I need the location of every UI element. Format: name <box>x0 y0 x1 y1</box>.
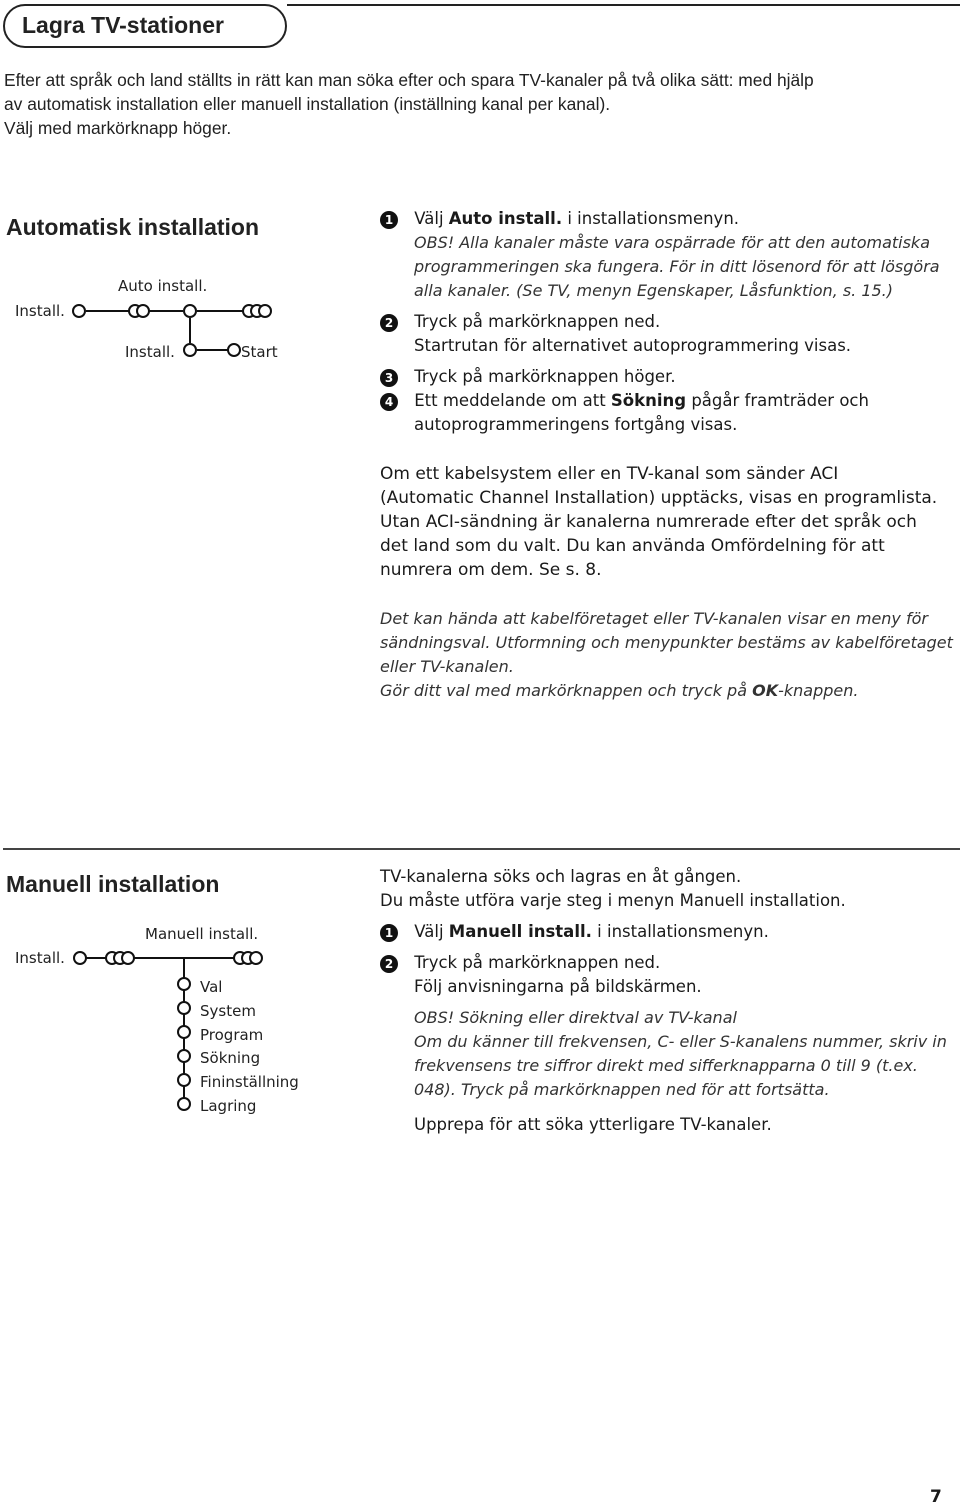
ok-key-label: OK <box>752 681 779 700</box>
manual-obs-line: 048). Tryck på markörknappen ned för att fortsätta. <box>414 1080 830 1099</box>
auto-install-heading: Automatisk installation <box>6 214 260 240</box>
step-number-2: 2 <box>380 314 398 332</box>
auto-diagram-install-label: Install. <box>15 302 65 320</box>
manual-obs-line: frekvensens tre siffror direkt med sifferknapparna 0 till 9 (t.ex. <box>414 1056 918 1075</box>
step-number-1: 1 <box>380 924 398 942</box>
auto-step-3 <box>380 365 960 389</box>
auto-step-2 <box>380 310 960 334</box>
manual-step-1-text: Välj <box>414 922 449 941</box>
auto-steps <box>380 207 960 437</box>
manual-step-2-line2: Följ anvisningarna på bildskärmen. <box>414 977 702 996</box>
manual-intro-line: Du måste utföra varje steg i menyn Manuell installation. <box>380 891 846 910</box>
manual-intro-line: TV-kanalerna söks och lagras en åt gången. <box>380 867 742 886</box>
auto-diagram-sub-install-label: Install. <box>125 343 175 361</box>
auto-obs-note <box>380 231 960 303</box>
aci-line: Om ett kabelsystem eller en TV-kanal som sänder ACI <box>380 464 839 484</box>
auto-diagram-start-label: Start <box>241 343 278 361</box>
cable-note <box>380 607 960 703</box>
auto-step-4-line2: autoprogrammeringens fortgång visas. <box>414 415 738 434</box>
step-number-2: 2 <box>380 955 398 973</box>
aci-line: det land som du valt. Du kan använda Omfördelning för att <box>380 536 885 556</box>
ok-line-text-post: -knappen. <box>778 681 859 700</box>
intro-line: Välj med markörknapp höger. <box>4 118 232 138</box>
auto-step-3-text: Tryck på markörknappen höger. <box>414 367 676 386</box>
manual-item-label: Program <box>200 1025 264 1044</box>
auto-step-2-text: Tryck på markörknappen ned. <box>414 312 661 331</box>
auto-obs-line: programmeringen ska fungera. För in ditt lösenord för att lösgöra <box>414 257 940 276</box>
auto-obs-line: OBS! Alla kanaler måste vara ospärrade för att den automatiska <box>414 233 930 252</box>
manual-repeat-line: Upprepa för att söka ytterligare TV-kanaler. <box>414 1115 772 1134</box>
cable-line: sändningsval. Utformning och menypunkter bestäms av kabelföretaget <box>380 633 953 652</box>
intro-paragraph <box>4 68 959 140</box>
manual-item-label: System <box>200 1001 256 1020</box>
manual-diagram-items <box>200 976 299 1119</box>
manual-obs-line: Om du känner till frekvensen, C- eller S-kanalens nummer, skriv in <box>414 1032 947 1051</box>
cable-line: eller TV-kanalen. <box>380 657 514 676</box>
ok-line <box>380 679 960 703</box>
auto-step-1 <box>380 207 960 231</box>
manual-step-2 <box>380 951 960 975</box>
intro-line: Efter att språk och land ställts in rätt kan man söka efter och spara TV-kanaler på två olika sätt: med hjälp <box>4 70 814 90</box>
auto-menu-tree-diagram <box>0 290 300 370</box>
auto-step-4-text-post: pågår framträder och <box>686 391 869 410</box>
auto-step-4 <box>380 389 960 413</box>
manual-step-1-text-post: i installationsmenyn. <box>591 922 769 941</box>
auto-step-4-bold: Sökning <box>610 391 687 410</box>
manual-step-1-bold: Manuell install. <box>448 922 592 941</box>
manual-step-2-text: Tryck på markörknappen ned. <box>414 953 661 972</box>
manual-diagram-install-label: Install. <box>15 949 65 967</box>
aci-line: Utan ACI-sändning är kanalerna numrerade efter det språk och <box>380 512 917 532</box>
manual-item-label: Fininställning <box>200 1073 299 1092</box>
ok-line-text: Gör ditt val med markörknappen och tryck på <box>380 681 753 700</box>
intro-line: av automatisk installation eller manuell installation (inställning kanal per kanal). <box>4 94 611 114</box>
cable-line: Det kan hända att kabelföretaget eller TV-kanalen visar en meny för <box>380 609 928 628</box>
auto-step-1-text: Välj <box>414 209 449 228</box>
manual-item-label: Val <box>200 978 223 996</box>
page-number: 7 <box>930 1487 942 1505</box>
manual-item-label: Lagring <box>200 1096 257 1115</box>
page-title: Lagra TV-stationer <box>22 12 224 38</box>
auto-step-1-text-post: i installationsmenyn. <box>562 209 740 228</box>
title-rule <box>287 4 960 6</box>
aci-line: (Automatic Channel Installation) upptäcks, visas en programlista. <box>380 488 938 508</box>
manual-steps <box>380 865 960 1137</box>
auto-step-4-text: Ett meddelande om att <box>414 391 611 410</box>
auto-step-2-line2: Startrutan för alternativet autoprogrammering visas. <box>414 336 852 355</box>
aci-paragraph <box>380 462 960 582</box>
auto-step-1-bold: Auto install. <box>448 209 563 228</box>
step-number-3: 3 <box>380 369 398 387</box>
step-number-1: 1 <box>380 211 398 229</box>
auto-obs-line: alla kanaler. (Se TV, menyn Egenskaper, Låsfunktion, s. 15.) <box>414 281 894 300</box>
aci-line: numrera om dem. Se s. 8. <box>380 560 602 580</box>
manual-install-heading: Manuell installation <box>6 871 220 897</box>
section-separator <box>3 848 960 850</box>
manual-item-label: Sökning <box>200 1049 261 1068</box>
manual-obs-line: OBS! Sökning eller direktval av TV-kanal <box>414 1008 737 1027</box>
auto-diagram-auto-install-label: Auto install. <box>118 277 208 295</box>
manual-diagram-manual-install-label: Manuell install. <box>145 925 259 943</box>
manual-step-1 <box>380 920 960 944</box>
step-number-4: 4 <box>380 393 398 411</box>
manual-obs-note <box>380 1006 960 1102</box>
